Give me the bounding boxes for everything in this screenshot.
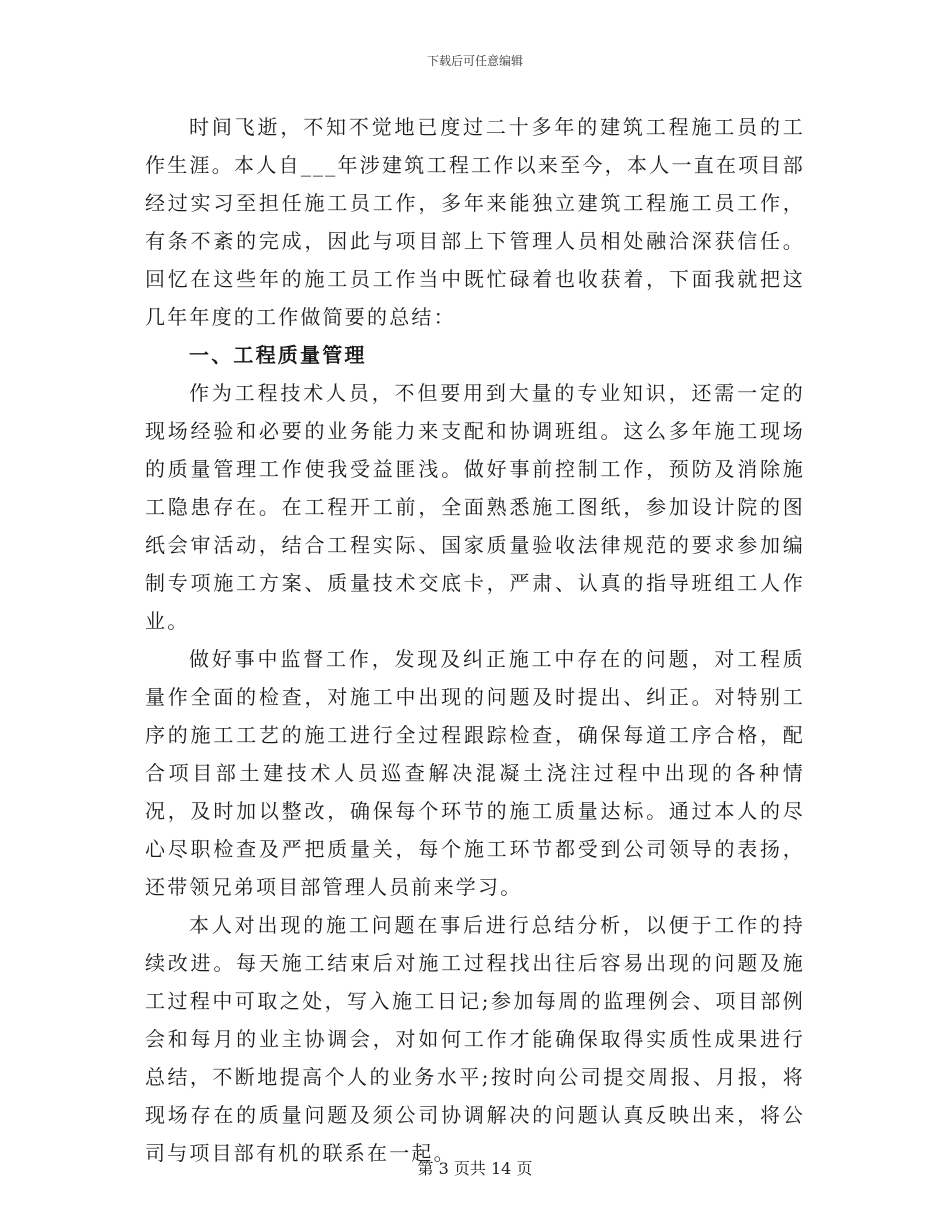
page-footer: 第 3 页共 14 页 bbox=[417, 1159, 533, 1178]
section-heading-quality: 一、工程质量管理 bbox=[189, 343, 367, 367]
document-body bbox=[145, 108, 805, 1172]
page-header: 下载后可任意编辑 bbox=[426, 54, 523, 68]
paragraph-intro: 时间飞逝，不知不觉地已度过二十多年的建筑工程施工员的工作生涯。本人自___年涉建筑工程工作以来至今，本人一直在项目部经过实习至担任施工员工作，多年来能独立建筑工程施工员工作，有条不紊的完成，因此与项目部上下管理人员相处融洽深获信任。回忆在这些年的施工员工作当中既忙碌着也收获着，下面我就把这几年年度的工作做简要的总结： bbox=[145, 115, 805, 329]
paragraph-quality-supervision: 做好事中监督工作，发现及纠正施工中存在的问题，对工程质量作全面的检查，对施工中出现的问题及时提出、纠正。对特别工序的施工工艺的施工进行全过程跟踪检查，确保每道工序合格，配合项目部土建技术人员巡查解决混凝土浇注过程中出现的各种情况，及时加以整改，确保每个环节的施工质量达标。通过本人的尽心尽职检查及严把质量关，每个施工环节都受到公司领导的表扬，还带领兄弟项目部管理人员前来学习。 bbox=[145, 647, 805, 899]
paragraph-quality-prep: 作为工程技术人员，不但要用到大量的专业知识，还需一定的现场经验和必要的业务能力来支配和协调班组。这么多年施工现场的质量管理工作使我受益匪浅。做好事前控制工作，预防及消除施工隐患存在。在工程开工前，全面熟悉施工图纸，参加设计院的图纸会审活动，结合工程实际、国家质量验收法律规范的要求参加编制专项施工方案、质量技术交底卡，严肃、认真的指导班组工人作业。 bbox=[145, 381, 805, 633]
paragraph-quality-review: 本人对出现的施工问题在事后进行总结分析，以便于工作的持续改进。每天施工结束后对施工过程找出往后容易出现的问题及施工过程中可取之处，写入施工日记;参加每周的监理例会、项目部例会和每月的业主协调会，对如何工作才能确保取得实质性成果进行总结，不断地提高个人的业务水平;按时向公司提交周报、月报，将现场存在的质量问题及须公司协调解决的问题认真反映出来，将公司与项目部有机的联系在一起。 bbox=[145, 913, 805, 1165]
